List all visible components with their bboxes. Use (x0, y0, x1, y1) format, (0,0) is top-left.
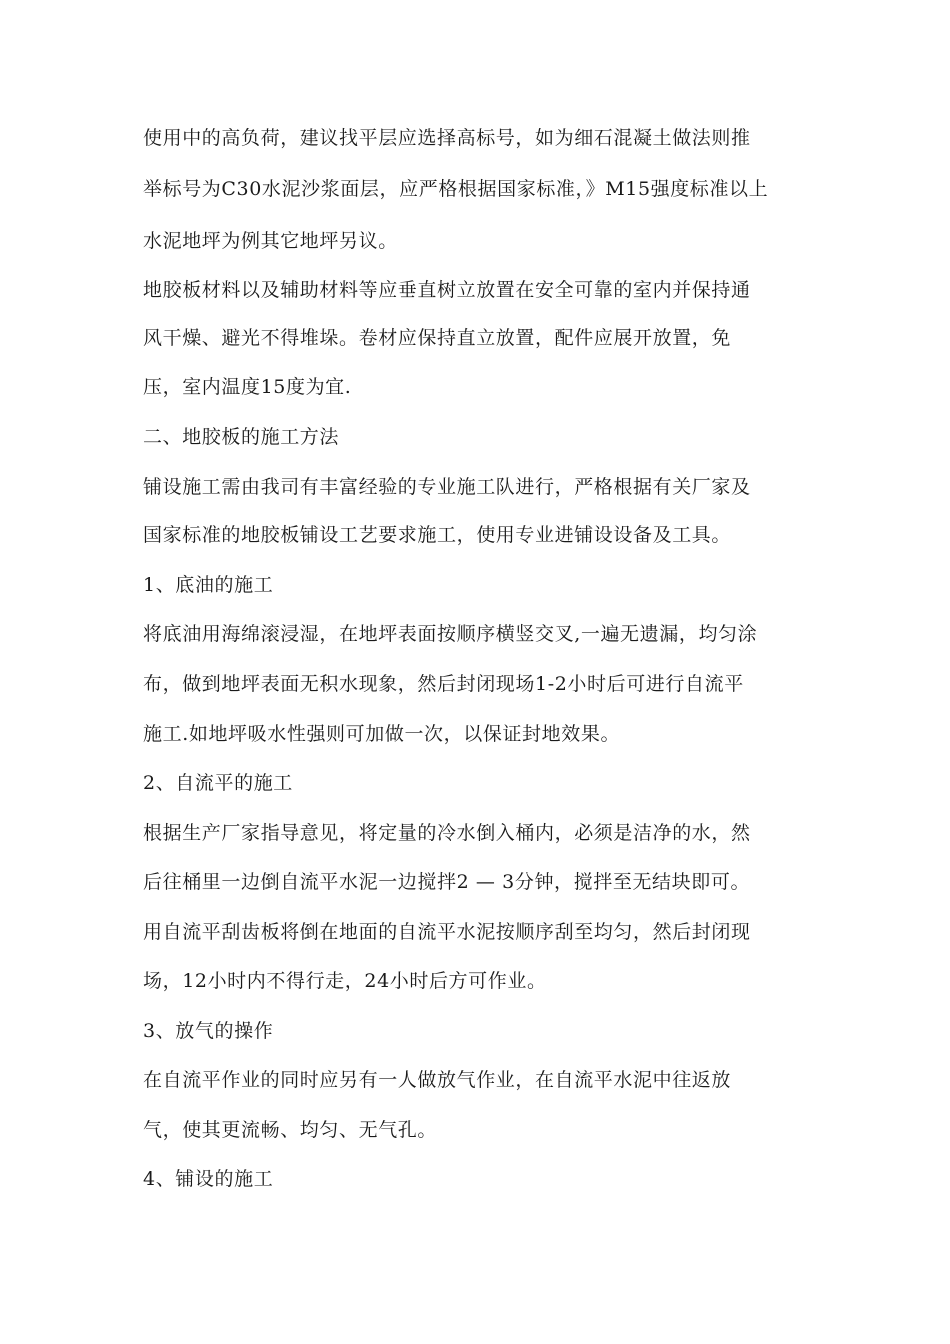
paragraph-line: 布，做到地坪表面无积水现象，然后封闭现场1-2小时后可进行自流平 (143, 673, 744, 695)
paragraph-line: 用自流平刮齿板将倒在地面的自流平水泥按顺序刮至均匀，然后封闭现 (143, 921, 751, 943)
subsection-heading: 2、自流平的施工 (143, 772, 293, 794)
paragraph-line: 后往桶里一边倒自流平水泥一边搅拌2 — 3分钟，搅拌至无结块即可。 (143, 871, 751, 893)
paragraph-line: 将底油用海绵滚浸湿，在地坪表面按顺序横竖交叉,一遍无遗漏，均匀涂 (143, 623, 758, 645)
paragraph-line: 地胶板材料以及辅助材料等应垂直树立放置在安全可靠的室内并保持通 (143, 279, 751, 301)
paragraph-line: 施工.如地坪吸水性强则可加做一次，以保证封地效果。 (143, 723, 621, 745)
paragraph-line: 在自流平作业的同时应另有一人做放气作业，在自流平水泥中往返放 (143, 1069, 732, 1091)
paragraph-line: 压，室内温度15度为宜. (143, 376, 352, 398)
paragraph-line: 铺设施工需由我司有丰富经验的专业施工队进行，严格根据有关厂家及 (143, 476, 751, 498)
paragraph-line: 场，12小时内不得行走，24小时后方可作业。 (143, 970, 547, 992)
paragraph-line: 气，使其更流畅、均匀、无气孔。 (143, 1119, 438, 1141)
section-heading: 二、地胶板的施工方法 (143, 426, 340, 448)
paragraph-line: 使用中的高负荷，建议找平层应选择高标号，如为细石混凝土做法则推 (143, 127, 751, 149)
subsection-heading: 1、底油的施工 (143, 574, 274, 596)
subsection-heading: 3、放气的操作 (143, 1020, 274, 1042)
paragraph-line: 水泥地坪为例其它地坪另议。 (143, 230, 398, 252)
subsection-heading: 4、铺设的施工 (143, 1168, 274, 1190)
paragraph-line: 国家标准的地胶板铺设工艺要求施工，使用专业进铺设设备及工具。 (143, 524, 732, 546)
paragraph-line: 根据生产厂家指导意见，将定量的冷水倒入桶内，必须是洁净的水，然 (143, 822, 751, 844)
paragraph-line: 风干燥、避光不得堆垛。卷材应保持直立放置，配件应展开放置，免 (143, 327, 732, 349)
paragraph-line: 举标号为C30水泥沙浆面层，应严格根据国家标准，》M15强度标准以上 (143, 178, 769, 200)
